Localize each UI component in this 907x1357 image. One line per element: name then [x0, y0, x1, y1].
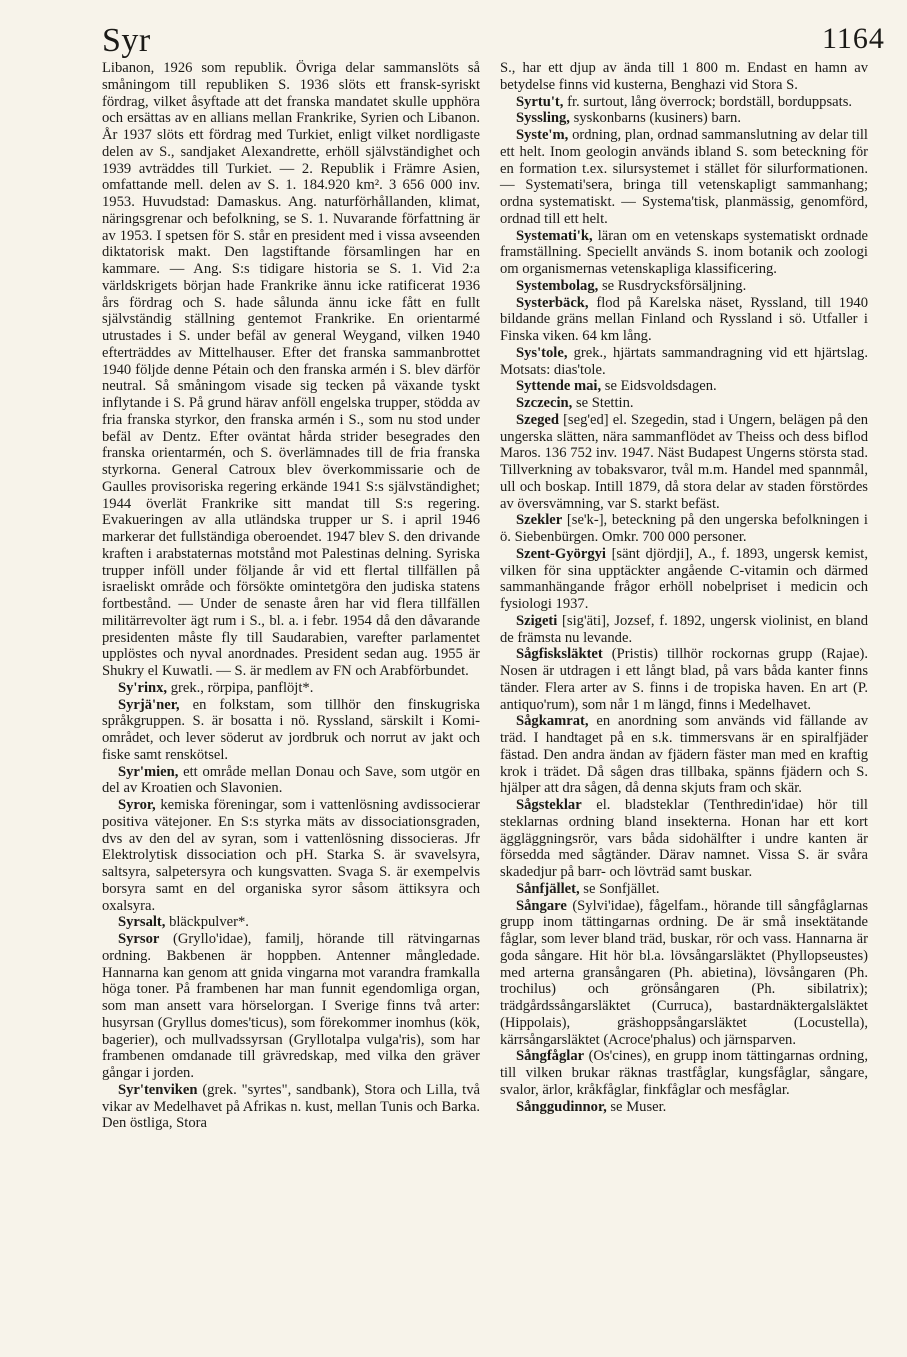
entry-headword: Syrtu't,	[516, 93, 564, 110]
entry-headword: Syssling,	[516, 110, 570, 127]
entry-paragraph	[500, 512, 868, 546]
entry-paragraph	[500, 412, 868, 513]
entry-headword: Syrjä'ner,	[118, 696, 180, 713]
entry-headword: Szigeti	[516, 612, 558, 629]
entry-text: [sänt djördji], A., f. 1893, ungersk kemist, vilken för sina upptäckter angående C-vitamin och därmed sammanhängande frågor erhöll nobelpriset i medicin och fysiologi 1937.	[500, 545, 868, 612]
entry-text: se Muser.	[606, 1098, 667, 1115]
entry-paragraph	[500, 378, 868, 395]
entry-headword: Sågsteklar	[516, 797, 582, 813]
entry-headword: Sågfisksläktet	[516, 646, 603, 663]
entry-text: [se'k-], beteckning på den ungerska befolkningen i ö. Siebenbürgen. Omkr. 700 000 personer.	[500, 512, 868, 545]
entry-paragraph	[500, 60, 868, 94]
entry-headword: Syste'm,	[516, 127, 569, 143]
entry-text: el. bladsteklar (Tenthredin'idae) hör till steklarnas ordning bland insekterna. Honan har ett kort äggläggningsrör, vars båda sidohälfter i undre kanten är försedda med sågtänder. Därav namnet. Vissa S. är svåra skadedjur på barr- och lövträd samt buskar.	[500, 797, 868, 880]
entry-headword: Sy'rinx,	[118, 679, 168, 696]
entry-paragraph	[102, 60, 480, 680]
entry-text: kemiska föreningar, som i vattenlösning avdissocierar positiva vätejoner. En S:s styrka mäts av dissociationsgraden, dvs av den del av syran, som i vattenlösning dissocieras. Jfr Elektrolytisk dissociation och pH. Starka S. är svavelsyra, saltsyra, salpetersyra och kungsvatten. Svaga S. är exempelvis borsyra samt en del organiska syror såsom ättiksyra och oxalsyra.	[102, 797, 480, 914]
entry-headword: Szekler	[516, 512, 563, 529]
entry-paragraph	[500, 613, 868, 647]
entry-text: (Sylvi'idae), fågelfam., hörande till sångfåglarnas grupp inom tättingarnas ordning. De är små insektätande fåglar, som lever bland träd, buskar, rör och vass. Hannarna är goda sångare. Hit hör bl.a. lövsångarsläktet (Phyllopseustes) med arterna gransångaren (Ph. abietina), lövsångaren (Ph. trochilus) och grönsångaren (Ph. sibilatrix); trädgårdssångarsläktet (Curruca), bastardnäktergalsläktet (Hippolais), gräshoppsångarsläktet (Locustella), kärrsångarsläktet (Acroce'phalus) och järnsparven.	[500, 897, 868, 1048]
right-column	[500, 60, 868, 1115]
entry-headword: Syr'mien,	[118, 763, 179, 780]
entry-paragraph	[500, 278, 868, 295]
page-number: 1164	[822, 22, 885, 55]
entry-paragraph	[500, 713, 868, 797]
entry-paragraph	[500, 110, 868, 127]
entry-headword: Szczecin,	[516, 395, 573, 411]
entry-headword: Sys'tole,	[516, 344, 568, 361]
entry-headword: Sångfåglar	[516, 1048, 585, 1065]
entry-text: fr. surtout, lång överrock; bordställ, borduppsats.	[563, 93, 853, 110]
entry-text: [seg'ed] el. Szegedin, stad i Ungern, belägen på den ungerska slätten, nära sammanflödet av Theiss och dess biflod Maros. 136 752 inv. 1947. Näst Budapest Ungerns största stad. Tillverkning av tobaksvaror, tvål m.m. Handel med spannmål, ull och boskap. Intill 1879, då stora delar av staden förstördes av översvämning, var S. starkt befäst.	[500, 411, 868, 512]
entry-paragraph	[500, 345, 868, 379]
entry-text: se Sonfjället.	[579, 880, 660, 897]
entry-paragraph	[500, 1048, 868, 1098]
entry-headword: Sågkamrat,	[516, 713, 589, 730]
entry-headword: Sångare	[516, 897, 567, 914]
entry-text: ett område mellan Donau och Save, som utgör en del av Kroatien och Slavonien.	[102, 763, 480, 797]
entry-headword: Systembolag,	[516, 277, 599, 294]
entry-paragraph	[102, 797, 480, 914]
entry-paragraph	[500, 127, 868, 228]
entry-text: en folkstam, som tillhör den finskugriska språkgruppen. S. är bosatta i nö. Ryssland, särskilt i Komi-området, och lever söderut av jordbruk och norrut av jakt och fiske samt renskötsel.	[102, 696, 480, 763]
entry-paragraph	[500, 898, 868, 1049]
left-column	[102, 60, 480, 1132]
entry-paragraph	[102, 680, 480, 697]
entry-text: en anordning som används vid fällande av träd. I handtaget på en s.k. timmersvans är en spiralfjäder fästad. Den andra ändan av fjädern fäster man med en kraftig krok i trädet. Då sågen dras tillbaka, spänns fjädern och S. hjälper att dra sågen, då denna skjuts fram och skär.	[500, 713, 868, 797]
entry-headword: Syrsor	[118, 931, 160, 947]
entry-text: bläckpulver*.	[165, 914, 249, 931]
entry-text: se Eidsvoldsdagen.	[601, 378, 717, 395]
entry-headword: Systemati'k,	[516, 227, 593, 244]
entry-headword: Syror,	[118, 797, 156, 813]
entry-paragraph	[500, 546, 868, 613]
entry-paragraph	[500, 228, 868, 278]
entry-paragraph	[500, 646, 868, 713]
entry-paragraph	[102, 764, 480, 798]
entry-paragraph	[500, 881, 868, 898]
entry-text: se Rusdrycksförsäljning.	[598, 277, 747, 294]
entry-text: [sig'äti], Jozsef, f. 1892, ungersk violinist, en bland de främsta nu levande.	[500, 612, 868, 646]
entry-text: Libanon, 1926 som republik. Övriga delar sammanslöts så småningom till republiken S. 1936 slöts ett fransk-syriskt fördrag, vilket åsyftade att det franska mandatet skulle upphöra och ersättas av en allians mellan Frankrike, Syrien och Libanon. År 1937 slöts ett fördrag med Turkiet, enligt vilket nordligaste delen av S., sandjaket Alexandrette, erhöll självständighet och 1939 avträddes till Turkiet. — 2. Republik i Främre Asien, omfattande mell. delen av S. 1. 184.920 km². 3 656 000 inv. 1953. Huvudstad: Damaskus. Ang. naturförhållanden, klimat, näringsgrenar och befolkning, se S. 1. Nuvarande författning är av 1953. I spetsen för S. står en president med i vissa avseenden diktatorisk makt. Den lagstiftande församlingen har en kammare. — Ang. S:s tidigare historia se S. 1. Vid 2:a världskrigets början hade Frankrike ännu icke ratificerat 1936 års fördrag och S. hade sålunda ännu icke fått en fullt självständig ställning gentemot Frankrike. En orientarmé utrustades i S. under befäl av general Weygand, vilken 1940 efterträddes av Mittelhauser. Efter det franska sammanbrottet 1940 följde denne Pétain och den franska armén i S. blev därför neutral. Så småningom visade sig tecken på växande tyskt inflytande i S. På grund härav anföll engelska trupper, stödda av fria franska styrkor, den franska armén i S., som nu stod under befäl av Dentz. Efter oväntat hårda strider besegrades den franska orientarmén, och S. överlämnades till de fria franska styrkorna. General Catroux blev överkommissarie och de Gaulles provisoriska regering erkände 1941 S:s självständighet; 1944 överlät Frankrike sitt mandat till S:s regering. Evakueringen av alla utländska trupper ur S. i april 1946 markerar det fullständiga oberoendet. 1947 blev S. den drivande kraften i arabstaternas motstånd mot Palestinas delning. Syriska trupper inföll under följande år vid ett flertal tillfällen på israeliskt område och försökte omintetgöra den judiska statens fortbestånd. — Under de senaste åren har vid flera tillfällen militärrevolter ägt rum i S., bl. a. i febr. 1954 då den dåvarande presidenten måste fly till Saudarabien, varefter parlamentet upplöstes och nyval anordnades. President sedan aug. 1955 är Shukry el Kuwatli. — S. är medlem av FN och Arabförbundet.	[102, 60, 480, 679]
entry-text: läran om en vetenskaps systematiskt ordnade framställning. Speciellt används S. inom botanik och zoologi om organismernas vetenskapliga klassificering.	[500, 227, 868, 277]
entry-paragraph	[102, 1082, 480, 1132]
entry-headword: Szeged	[516, 411, 559, 428]
entry-text: syskonbarns (kusiners) barn.	[569, 110, 741, 127]
entry-text: se Stettin.	[572, 395, 634, 411]
entry-paragraph	[500, 395, 868, 412]
entry-text: (grek. "syrtes", sandbank), Stora och Lilla, två vikar av Medelhavet på Afrikas n. kust, mellan Tunis och Barka. Den östliga, Stora	[102, 1081, 480, 1132]
entry-paragraph	[500, 1099, 868, 1116]
entry-text: (Pristis) tillhör rockornas grupp (Rajae). Nosen är utdragen i ett långt blad, på vars båda kanter finns tänder. Flera arter av S. finns i de tropiska haven. En art (P. antiquo'rum), som når 1 m längd, finns i Medelhavet.	[500, 646, 868, 713]
entry-headword: Sånggudinnor,	[516, 1098, 607, 1115]
entry-text: ordning, plan, ordnad sammanslutning av delar till ett helt. Inom geologin används ibland S. som beteckning för en formation t.ex. silursystemet i stället för silurformationen. — Systemati'sera, bringa till vetenskapligt sammanhang; ordna systematiskt. — Systema'tisk, planmässig, genomförd, ordnad till ett helt.	[500, 127, 868, 227]
entry-text: S., har ett djup av ända till 1 800 m. Endast en hamn av betydelse finns vid kusterna, Benghazi vid Stora S.	[500, 60, 868, 93]
entry-paragraph	[102, 914, 480, 931]
entry-headword: Syttende mai,	[516, 378, 602, 395]
entry-paragraph	[500, 797, 868, 881]
entry-headword: Sånfjället,	[516, 880, 580, 897]
entry-headword: Syr'tenviken	[118, 1081, 198, 1098]
entry-headword: Systerbäck,	[516, 294, 589, 311]
entry-paragraph	[102, 931, 480, 1082]
entry-paragraph	[500, 295, 868, 345]
entry-paragraph	[102, 697, 480, 764]
running-head: Syr	[102, 22, 151, 59]
entry-headword: Syrsalt,	[118, 914, 166, 931]
entry-text: flod på Karelska näset, Ryssland, till 1940 bildande gräns mellan Finland och Ryssland i sö. Utfaller i Finska viken. 64 km lång.	[500, 294, 868, 344]
entry-text: (Gryllo'idae), familj, hörande till rätvingarnas ordning. Bakbenen är hoppben. Antenner mångledade. Hannarna kan genom att gnida vingarna mot varandra framkalla höga toner. På frambenen har man funnit egendomliga organ, som man ansett vara hörselorgan. I Sverige finns två arter: husyrsan (Gryllus domes'ticus), som förekommer inomhus (kök, bagerier), och mullvadssyrsan (Gryllotalpa vulga'ris), som har frambenen omdanade till grävredskap, med vilka den gräver gångar i jorden.	[102, 931, 480, 1081]
entry-text: grek., rörpipa, panflöjt*.	[167, 679, 314, 696]
entry-headword: Szent-Györgyi	[516, 545, 606, 562]
entry-paragraph	[500, 94, 868, 111]
entry-text: grek., hjärtats sammandragning vid ett hjärtslag. Motsats: dias'tole.	[500, 344, 868, 378]
entry-text: (Os'cines), en grupp inom tättingarnas ordning, till vilken brukar räknas trastfåglar, kungsfåglar, sångare, svalor, ärlor, kråkfåglar, finkfåglar och mesfåglar.	[500, 1048, 868, 1098]
